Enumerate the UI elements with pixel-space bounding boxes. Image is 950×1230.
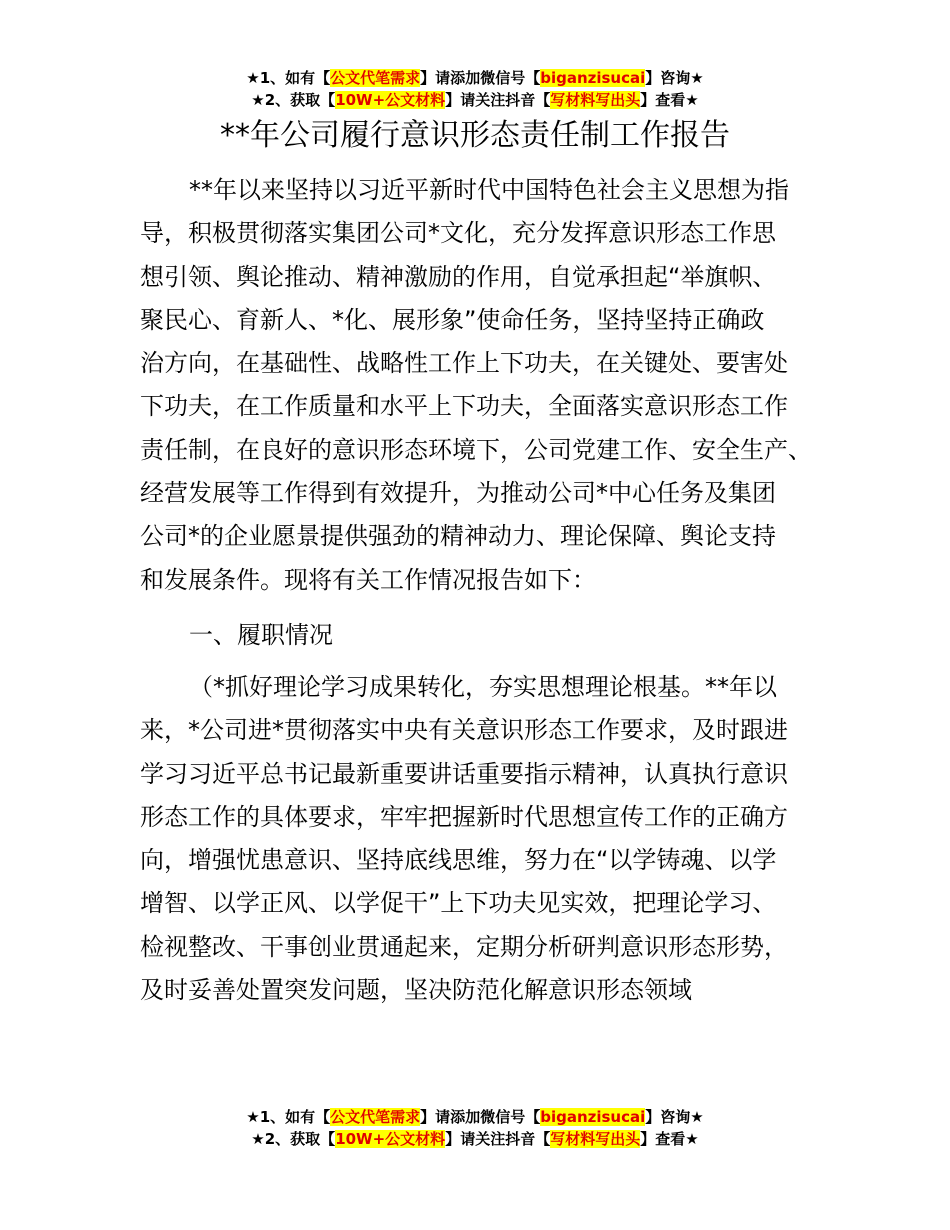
paragraph-section-1	[140, 666, 830, 1012]
highlight-materials: 10W+公文材料	[335, 91, 446, 109]
text-line: 公司*的企业愿景提供强劲的精神动力、理论保障、舆论支持	[140, 522, 776, 551]
text-line: （*抓好理论学习成果转化，夯实思想理论根基。**年以	[189, 673, 777, 701]
text-line: 聚民心、育新人、*化、展形象”使命任务，坚持坚持正确政	[140, 305, 765, 334]
section-heading: 一、履职情况	[189, 621, 333, 649]
banner-line-2: ★2、获取【10W+公文材料】请关注抖音【写材料写出头】查看★	[251, 1130, 699, 1148]
banner-line-1: ★1、如有【公文代笔需求】请添加微信号【biganzisucai】咨询★	[246, 1108, 704, 1126]
banner-line-2: ★2、获取【10W+公文材料】请关注抖音【写材料写出头】查看★	[251, 91, 699, 109]
banner-line-1: ★1、如有【公文代笔需求】请添加微信号【biganzisucai】咨询★	[246, 69, 704, 87]
text-line: 和发展条件。现将有关工作情况报告如下：	[140, 565, 596, 594]
highlight-service: 公文代笔需求	[330, 1108, 421, 1126]
highlight-service: 公文代笔需求	[330, 69, 421, 87]
paragraph-intro	[140, 169, 830, 602]
text-line: 想引领、舆论推动、精神激励的作用，自觉承担起“举旗帜、	[140, 262, 777, 291]
text-line: 检视整改、干事创业贯通起来，定期分析研判意识形态形势，	[140, 932, 788, 961]
header-banner	[0, 67, 950, 111]
highlight-wechat-id: biganzisucai	[540, 69, 646, 87]
text-line: 经营发展等工作得到有效提升，为推动公司*中心任务及集团	[140, 479, 776, 508]
text-line: 下功夫，在工作质量和水平上下功夫，全面落实意识形态工作	[140, 392, 788, 421]
text-line: 形态工作的具体要求，牢牢把握新时代思想宣传工作的正确方	[140, 802, 788, 831]
highlight-materials: 10W+公文材料	[335, 1130, 446, 1148]
highlight-wechat-id: biganzisucai	[540, 1108, 646, 1126]
text-line: **年以来坚持以习近平新时代中国特色社会主义思想为指	[189, 176, 789, 204]
text-line: 责任制，在良好的意识形态环境下，公司党建工作、安全生产、	[140, 435, 812, 464]
text-line: 增智、以学正风、以学促干”上下功夫见实效，把理论学习、	[140, 889, 777, 918]
text-line: 及时妥善处置突发问题，坚决防范化解意识形态领域	[140, 976, 692, 1005]
text-line: 导，积极贯彻落实集团公司*文化，充分发挥意识形态工作思	[140, 219, 776, 248]
footer-banner	[0, 1106, 950, 1150]
text-line: 向，增强忧患意识、坚持底线思维，努力在“以学铸魂、以学	[140, 846, 777, 875]
highlight-douyin: 写材料写出头	[550, 91, 641, 109]
text-line: 来，*公司进*贯彻落实中央有关意识形态工作要求，及时跟进	[140, 716, 788, 745]
document-title: **年公司履行意识形态责任制工作报告	[220, 118, 730, 153]
text-line: 治方向，在基础性、战略性工作上下功夫，在关键处、要害处	[140, 349, 788, 378]
text-line: 学习习近平总书记最新重要讲话重要指示精神，认真执行意识	[140, 759, 788, 788]
highlight-douyin: 写材料写出头	[550, 1130, 641, 1148]
